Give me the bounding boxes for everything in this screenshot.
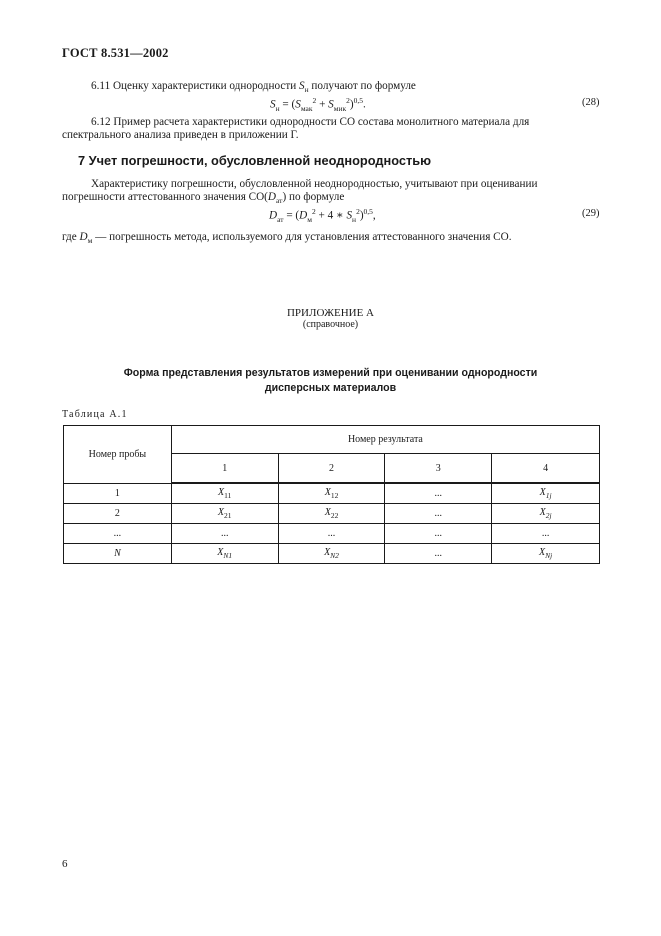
where-sub: м	[87, 236, 93, 246]
cell-sub: 12	[330, 491, 339, 500]
f29-a: D	[299, 209, 308, 222]
var-s-sub: н	[304, 85, 309, 95]
section-7-paragraph-line1: Характеристику погрешности, обусловленной неоднородностью, учитывают при оценивании	[91, 178, 538, 190]
where-clause	[62, 230, 512, 248]
paragraph-6-12-line2: спектрального анализа приведен в приложении Г.	[62, 129, 299, 141]
f29-close: )	[359, 209, 364, 222]
f28-a-sup: 2	[312, 96, 317, 105]
cell-sub: 22	[330, 511, 339, 520]
cell-var: X	[218, 487, 225, 498]
value-cell: ...	[492, 524, 600, 544]
f28-dot: .	[363, 98, 366, 111]
cell-var: X	[217, 507, 225, 518]
value-cell: ...	[278, 524, 385, 544]
value-cell	[385, 483, 492, 504]
sample-cell: ...	[64, 524, 172, 544]
formula-28-number: (28)	[582, 97, 600, 108]
table-row	[64, 483, 600, 504]
f28-pow: 0,5	[353, 96, 364, 105]
cell-var: X	[324, 507, 331, 518]
f28-b-sub: мик	[333, 103, 347, 113]
f28-lhs: S	[270, 98, 276, 111]
paragraph-6-11	[91, 79, 416, 97]
value-cell	[492, 483, 600, 504]
cell-var: ...	[434, 488, 443, 499]
sample-cell: 2	[64, 504, 172, 524]
cell-var: X	[324, 547, 331, 558]
header-result-1: 1	[171, 454, 278, 484]
value-cell: ...	[171, 524, 278, 544]
table-row	[64, 544, 600, 564]
cell-sub: 2j	[545, 511, 552, 520]
cell-var: ...	[434, 508, 443, 519]
value-cell	[278, 483, 385, 504]
table-header-row	[64, 426, 600, 454]
cell-var: X	[324, 487, 331, 498]
cell-var: X	[538, 547, 546, 558]
value-cell	[385, 504, 492, 524]
f29-mid: + 4 ∗	[318, 209, 344, 222]
f28-a-sub: мак	[300, 103, 313, 113]
value-cell	[171, 483, 278, 504]
cell-sub: Nj	[545, 551, 553, 560]
f29-lhs: D	[269, 209, 278, 222]
cell-var: X	[539, 487, 546, 498]
page-number: 6	[62, 858, 68, 870]
f29-b: S	[346, 209, 353, 222]
formula-28	[270, 96, 366, 113]
paragraph-6-12-line1: 6.12 Пример расчета характеристики однородности СО состава монолитного материала для	[91, 116, 530, 128]
cell-var: X	[539, 507, 546, 518]
cell-sub: N1	[223, 551, 233, 560]
f28-a: S	[295, 98, 301, 111]
f29-a-sub: м	[307, 214, 312, 224]
f29-eq: = (	[286, 209, 300, 222]
section-7-title: 7 Учет погрешности, обусловленной неоднородностью	[78, 153, 432, 168]
header-result-number: Номер результата	[171, 426, 599, 454]
value-cell	[492, 504, 600, 524]
where-var: D	[79, 231, 88, 243]
formula-29	[269, 207, 376, 224]
where-text: — погрешность метода, используемого для установления аттестованного значения СО.	[95, 231, 512, 243]
where-prefix: где	[62, 231, 77, 243]
table-label: Таблица А.1	[62, 409, 128, 420]
f29-a-sup: 2	[312, 207, 316, 216]
value-cell	[171, 544, 278, 564]
f29-comma: ,	[372, 209, 376, 222]
f28-b: S	[328, 98, 334, 111]
table-row	[64, 504, 600, 524]
f28-lhs-sub: н	[275, 103, 280, 113]
paragraph-6-11-rest: получают по формуле	[311, 80, 416, 92]
s7p-line2a: погрешности аттестованного значения СО(	[62, 191, 268, 203]
sample-cell: 1	[64, 483, 172, 504]
f29-b-sub: н	[352, 214, 357, 224]
paragraph-6-11-text: 6.11 Оценку характеристики однородности	[91, 80, 297, 92]
form-title-line1: Форма представления результатов измерений при оценивании однородности	[123, 367, 538, 379]
f29-lhs-sub: ат	[277, 214, 284, 224]
sample-cell: N	[64, 544, 172, 564]
header-result-2: 2	[278, 454, 385, 484]
cell-var: ...	[434, 548, 443, 559]
f29-b-sup: 2	[356, 207, 360, 216]
appendix-subtitle: (справочное)	[302, 319, 359, 330]
f28-close: )	[349, 98, 354, 111]
header-result-3: 3	[385, 454, 492, 484]
results-table	[63, 425, 600, 564]
form-title-line2: дисперсных материалов	[264, 382, 397, 394]
header-sample-number: Номер пробы	[64, 426, 172, 484]
value-cell	[278, 504, 385, 524]
s7p-var: D	[267, 191, 277, 203]
value-cell	[171, 504, 278, 524]
value-cell	[492, 544, 600, 564]
appendix-title: ПРИЛОЖЕНИЕ А	[286, 307, 374, 319]
cell-sub: 11	[224, 491, 232, 500]
var-s: S	[299, 80, 305, 92]
table-row	[64, 524, 600, 544]
cell-sub: 21	[224, 511, 232, 520]
f28-plus: +	[319, 98, 326, 111]
f29-pow: 0,5	[363, 207, 373, 216]
formula-29-number: (29)	[582, 208, 600, 219]
f28-eq: = (	[282, 98, 296, 111]
header-result-4: 4	[492, 454, 600, 484]
document-header: ГОСТ 8.531—2002	[62, 46, 169, 60]
f28-b-sup: 2	[346, 96, 350, 105]
section-7-paragraph-line2	[62, 190, 344, 208]
s7p-sub: ат	[276, 196, 283, 206]
cell-var: X	[217, 547, 224, 558]
value-cell	[385, 544, 492, 564]
s7p-line2b: ) по формуле	[282, 191, 345, 203]
cell-sub: 1j	[545, 491, 552, 500]
value-cell	[278, 544, 385, 564]
value-cell: ...	[385, 524, 492, 544]
cell-sub: N2	[330, 551, 339, 560]
